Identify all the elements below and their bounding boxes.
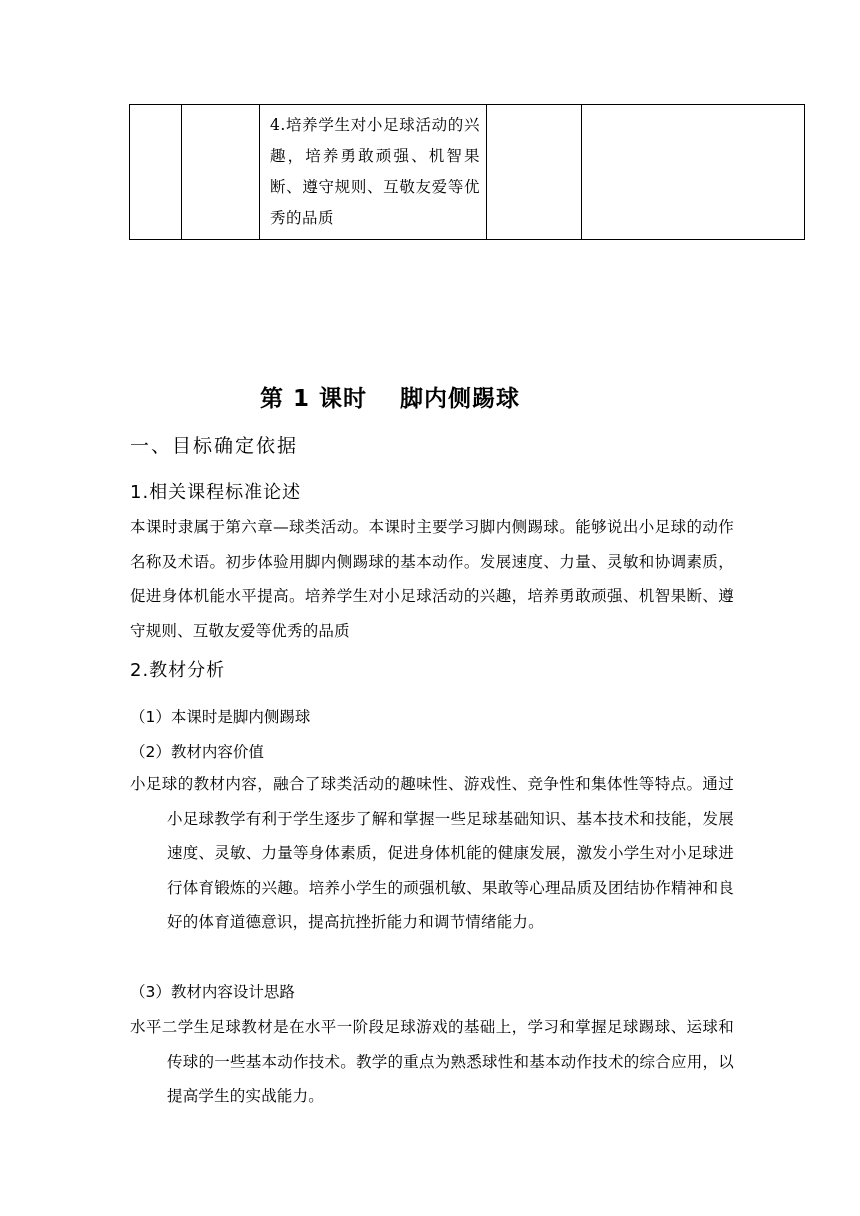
table-row [130, 105, 805, 240]
subsection-heading-standards: 1.相关课程标准论述 [130, 482, 302, 503]
table-cell-empty [182, 105, 260, 240]
table-cell-empty [130, 105, 182, 240]
subsection-heading-analysis: 2.教材分析 [130, 660, 226, 681]
standards-paragraph: 本课时隶属于第六章—球类活动。本课时主要学习脚内侧踢球。能够说出小足球的动作名称及术语。初步体验用脚内侧踢球的基本动作。发展速度、力量、灵敏和协调素质，促进身体机能水平提高。培养学生对小足球活动的兴趣，培养勇敢顽强、机智果断、遵守规则、互敬友爱等优秀的品质 [130, 518, 734, 640]
analysis-item-3-paragraph: 水平二学生足球教材是在水平一阶段足球游戏的基础上，学习和掌握足球踢球、运球和传球的一些基本动作技术。教学的重点为熟悉球性和基本动作技术的综合应用，以提高学生的实战能力。 [130, 1018, 734, 1105]
table-cell-objective [260, 105, 487, 240]
analysis-item-3-heading: （3）教材内容设计思路 [130, 983, 295, 1001]
section-heading: 一、目标确定依据 [130, 435, 299, 457]
analysis-item-1: （1）本课时是脚内侧踢球 [130, 708, 311, 726]
analysis-item-2-heading: （2）教材内容价值 [130, 743, 264, 761]
table-cell-empty [582, 105, 805, 240]
lesson-title: 第 1 课时 脚内侧踢球 [259, 386, 521, 412]
table-cell-empty [487, 105, 582, 240]
objective-text: 4.培养学生对小足球活动的兴趣，培养勇敢顽强、机智果断、遵守规则、互敬友爱等优秀的品质 [270, 116, 480, 227]
analysis-item-2-paragraph: 小足球的教材内容，融合了球类活动的趣味性、游戏性、竞争性和集体性等特点。通过小足球教学有利于学生逐步了解和掌握一些足球基础知识、基本技术和技能，发展速度、灵敏、力量等身体素质，促进身体机能的健康发展，激发小学生对小足球进行体育锻炼的兴趣。培养小学生的顽强机敏、果敢等心理品质及团结协作精神和良好的体育道德意识，提高抗挫折能力和调节情绪能力。 [130, 775, 734, 931]
objectives-table-fragment [129, 104, 805, 240]
